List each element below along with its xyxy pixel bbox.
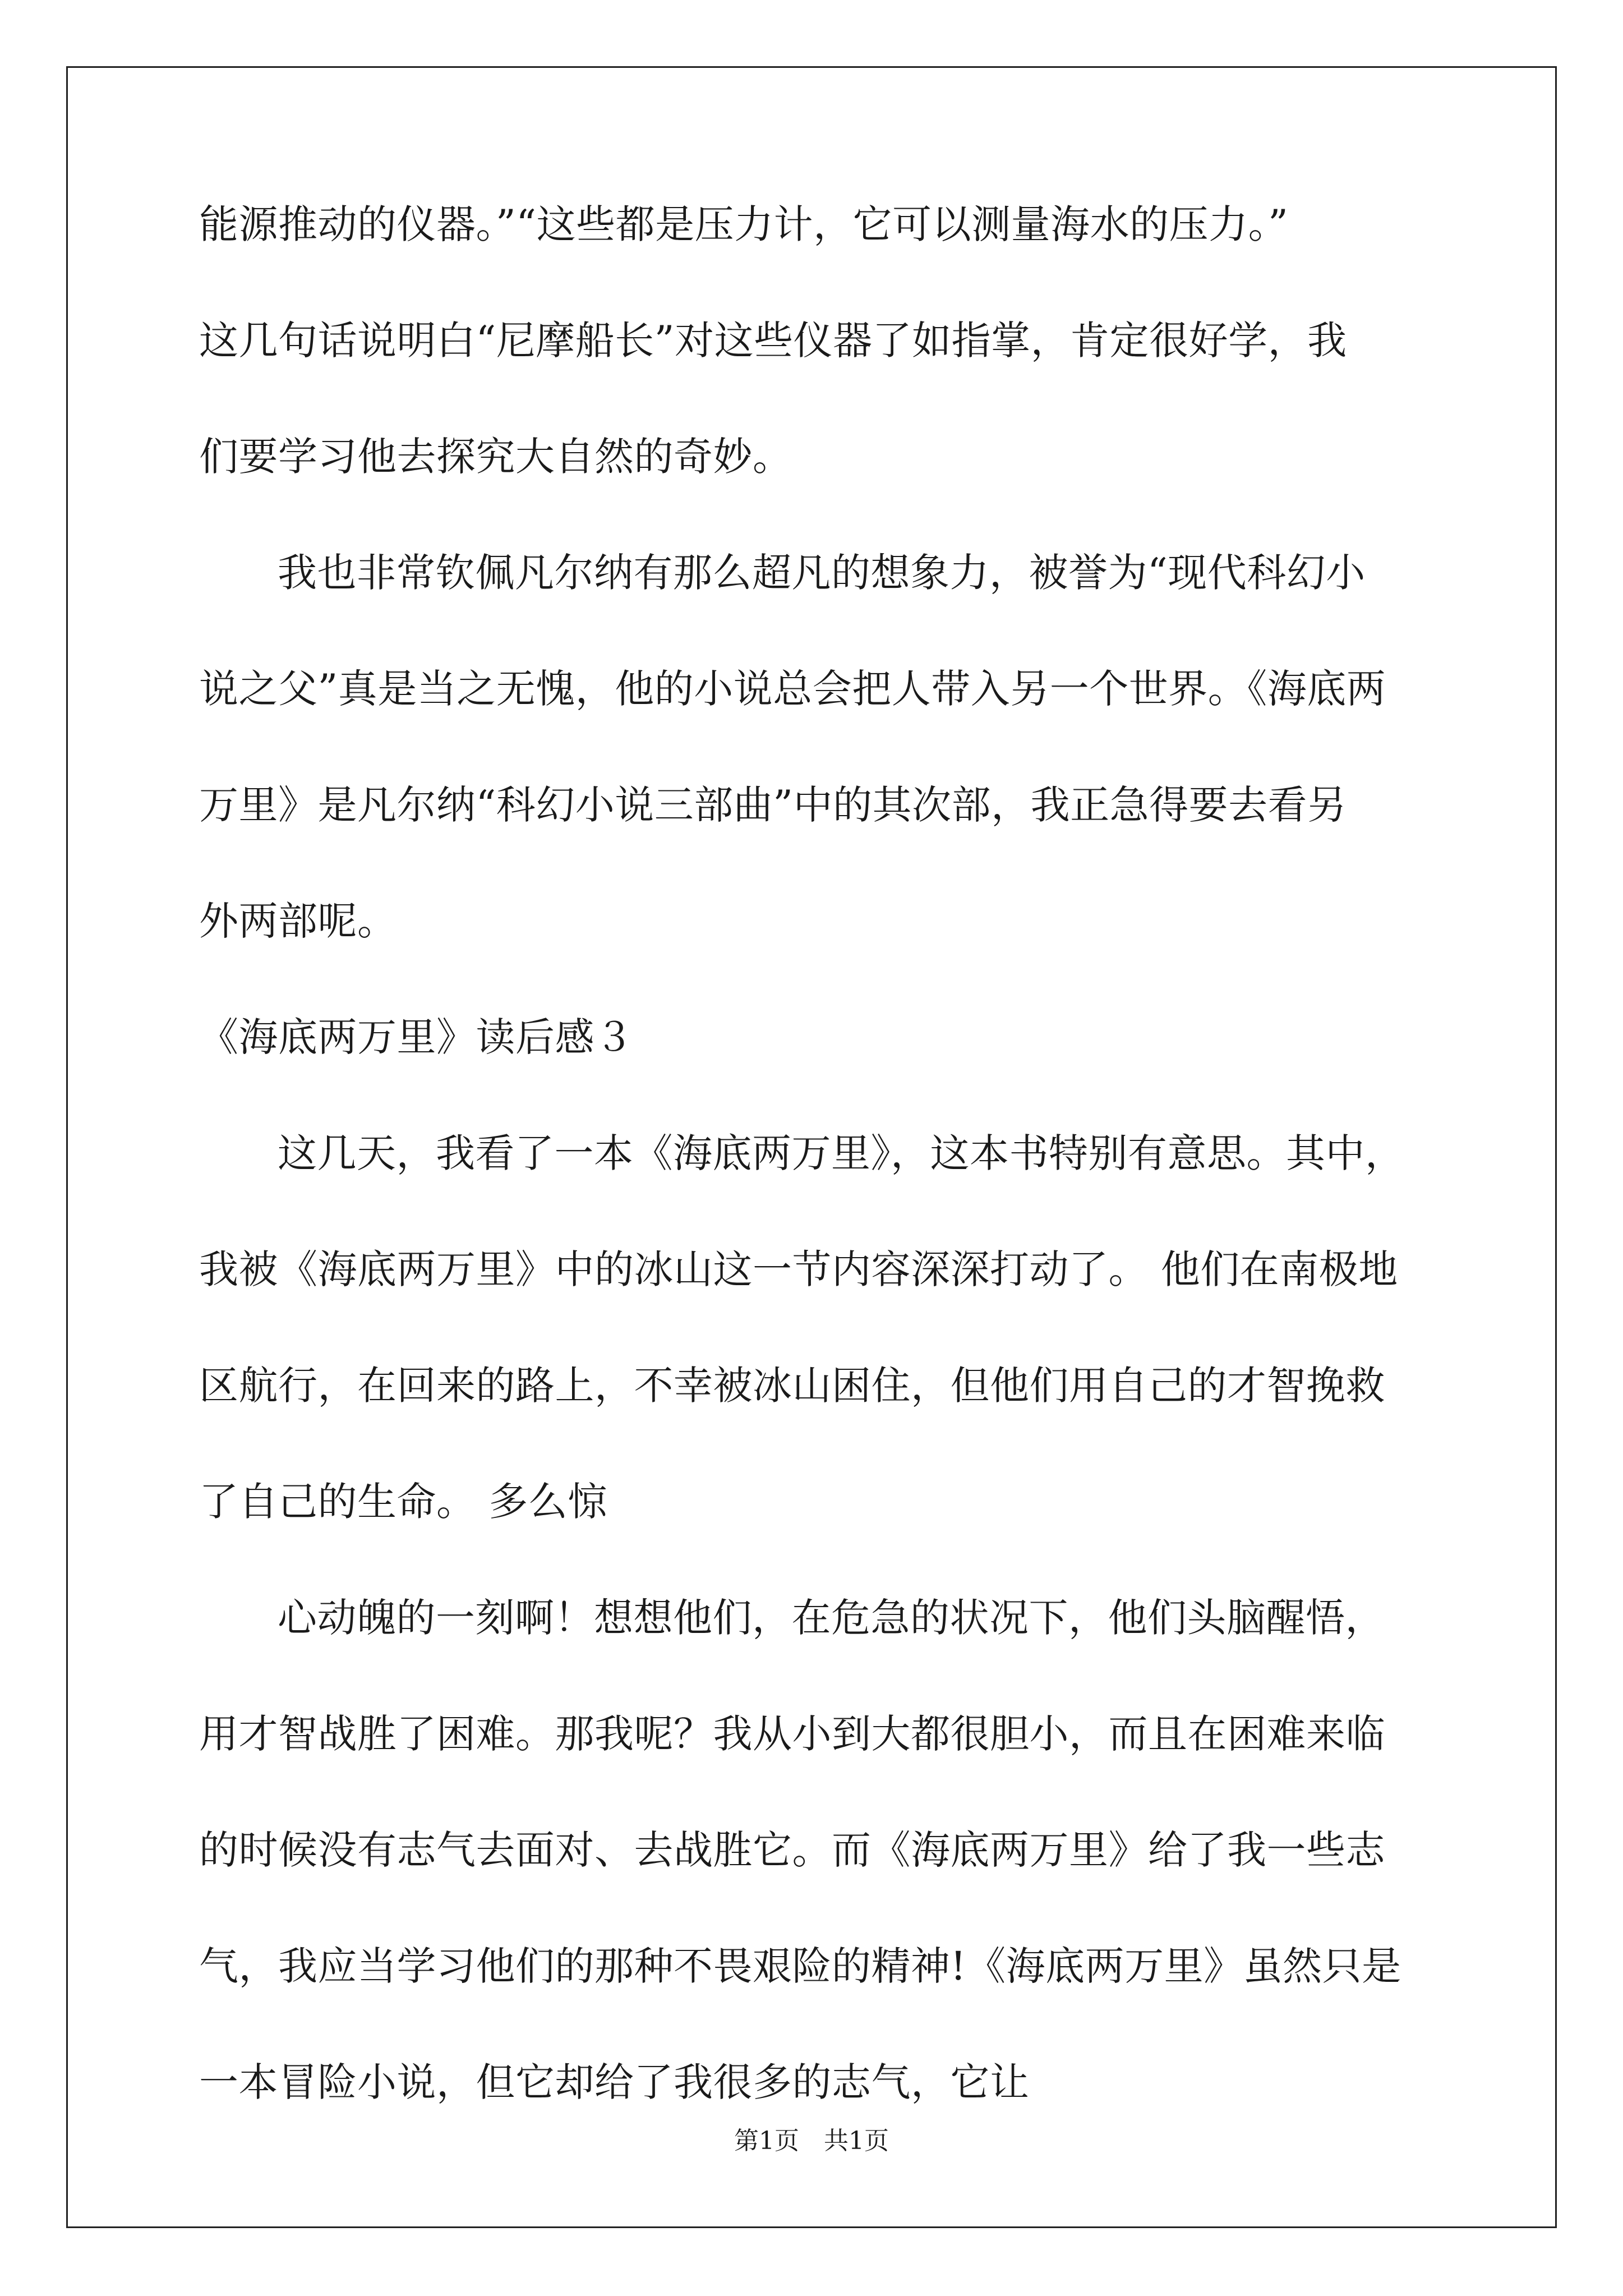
text-line: 心动魄的一刻啊！想想他们，在危急的状况下，他们头脑醒悟，	[278, 1595, 1385, 1641]
text-line: 万里》是凡尔纳“科幻小说三部曲”中的其次部，我正急得要去看另	[199, 782, 1347, 828]
text-line: 气，我应当学习他们的那种不畏艰险的精神!《海底两万里》虽然只是	[199, 1943, 1401, 1989]
text-line: 一本冒险小说，但它却给了我很多的志气，它让	[199, 2059, 1030, 2105]
text-line: 们要学习他去探究大自然的奇妙。	[199, 434, 792, 480]
section-heading: 《海底两万里》读后感３	[199, 1014, 634, 1060]
text-line: 了自己的生命。 多么惊	[199, 1479, 607, 1525]
text-line: 这几句话说明白“尼摩船长”对这些仪器了如指掌，肯定很好学，我	[199, 318, 1347, 364]
document-body	[199, 201, 1450, 2179]
text-line: 用才智战胜了困难。那我呢？我从小到大都很胆小，而且在困难来临	[199, 1711, 1385, 1757]
text-line: 外两部呢。	[199, 898, 397, 944]
text-line: 我被《海底两万里》中的冰山这一节内容深深打动了。 他们在南极地	[199, 1246, 1398, 1292]
text-line: 能源推动的仪器。”“这些都是压力计，它可以测量海水的压力。”	[199, 201, 1289, 247]
text-line: 说之父”真是当之无愧，他的小说总会把人带入另一个世界。《海底两	[199, 666, 1386, 712]
page-number-footer: 第1页 共1页	[734, 2127, 889, 2155]
text-line: 这几天，我看了一本《海底两万里》，这本书特别有意思。其中，	[278, 1130, 1405, 1176]
text-line: 我也非常钦佩凡尔纳有那么超凡的想象力，被誉为“现代科幻小	[278, 550, 1366, 596]
text-line: 区航行，在回来的路上，不幸被冰山困住，但他们用自己的才智挽救	[199, 1363, 1385, 1409]
text-line: 的时候没有志气去面对、去战胜它。而《海底两万里》给了我一些志	[199, 1827, 1385, 1873]
